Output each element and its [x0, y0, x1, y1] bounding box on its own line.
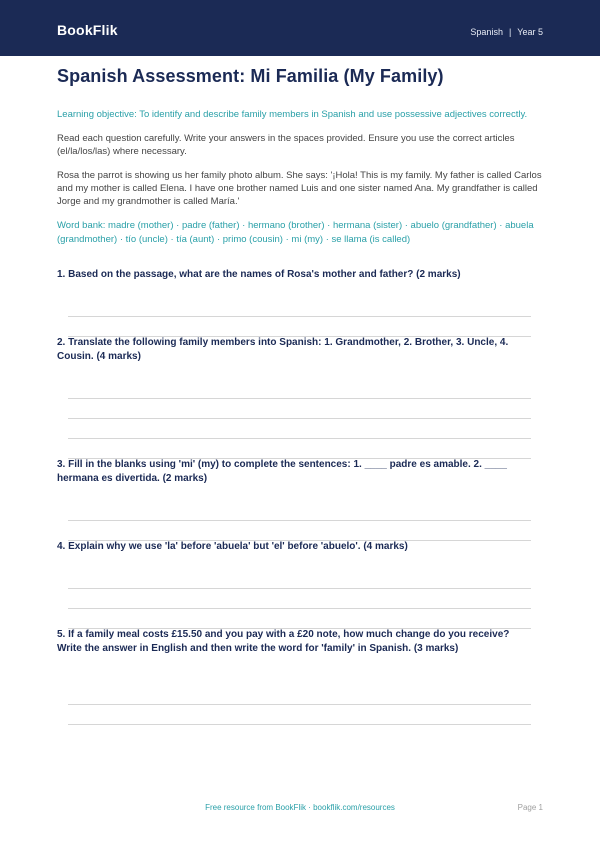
page-title: Spanish Assessment: Mi Familia (My Family): [57, 66, 444, 86]
intro-section: [57, 66, 543, 246]
instructions-text: Read each question carefully. Write your answers in the spaces provided. Ensure you use the correct articles (el/la/los/las) where necessary.: [57, 133, 515, 157]
brand-logo-text: BookFlik: [57, 22, 118, 38]
answer-line[interactable]: [68, 608, 531, 609]
question-5: 5. If a family meal costs £15.50 and you pay with a £20 note, how much change do you receive? Write the answer in English and then write the word for 'family' in Spanish. (3 marks): [57, 629, 510, 654]
answer-line[interactable]: [68, 438, 531, 439]
passage-text: Rosa the parrot is showing us her family photo album. She says: '¡Hola! This is my family. My father is called Carlos and my mother is called Elena. I have one brother named Luis and one sister named Ana. My grandfather is called Jorge and my grandmother is called María.': [57, 170, 542, 207]
footer-resource-link[interactable]: Free resource from BookFlik · bookflik.com/resources: [205, 803, 395, 812]
answer-line[interactable]: [68, 316, 531, 317]
learning-objective: Learning objective: To identify and describe family members in Spanish and use possessive adjectives correctly.: [57, 109, 528, 120]
word-bank: Word bank: madre (mother) · padre (father) · hermano (brother) · hermana (sister) · abuelo (grandfather) · abuela (grandmother) · tío (uncle) · tía (aunt) · primo (cousin) · mi (my) · se llama (is called): [57, 220, 534, 245]
subject-label: Spanish: [470, 27, 503, 37]
meta-separator: |: [508, 27, 512, 37]
answer-line[interactable]: [68, 398, 531, 399]
question-1: 1. Based on the passage, what are the names of Rosa's mother and father? (2 marks): [57, 269, 461, 280]
question-3: 3. Fill in the blanks using 'mi' (my) to complete the sentences: 1. ____ padre es amable. 2. ____ hermana es divertida. (2 marks): [57, 459, 507, 484]
question-2: 2. Translate the following family members into Spanish: 1. Grandmother, 2. Brother, 3. Uncle, 4. Cousin. (4 marks): [57, 337, 509, 362]
answer-line[interactable]: [68, 520, 531, 521]
answer-line[interactable]: [68, 588, 531, 589]
answer-line[interactable]: [68, 704, 531, 705]
page-number: Page 1: [517, 803, 543, 812]
year-label: Year 5: [517, 27, 543, 37]
answer-line[interactable]: [68, 418, 531, 419]
question-4: 4. Explain why we use 'la' before 'abuela' but 'el' before 'abuelo'. (4 marks): [57, 541, 408, 552]
answer-line[interactable]: [68, 724, 531, 725]
page-header: [0, 0, 600, 56]
header-meta: [470, 27, 543, 37]
